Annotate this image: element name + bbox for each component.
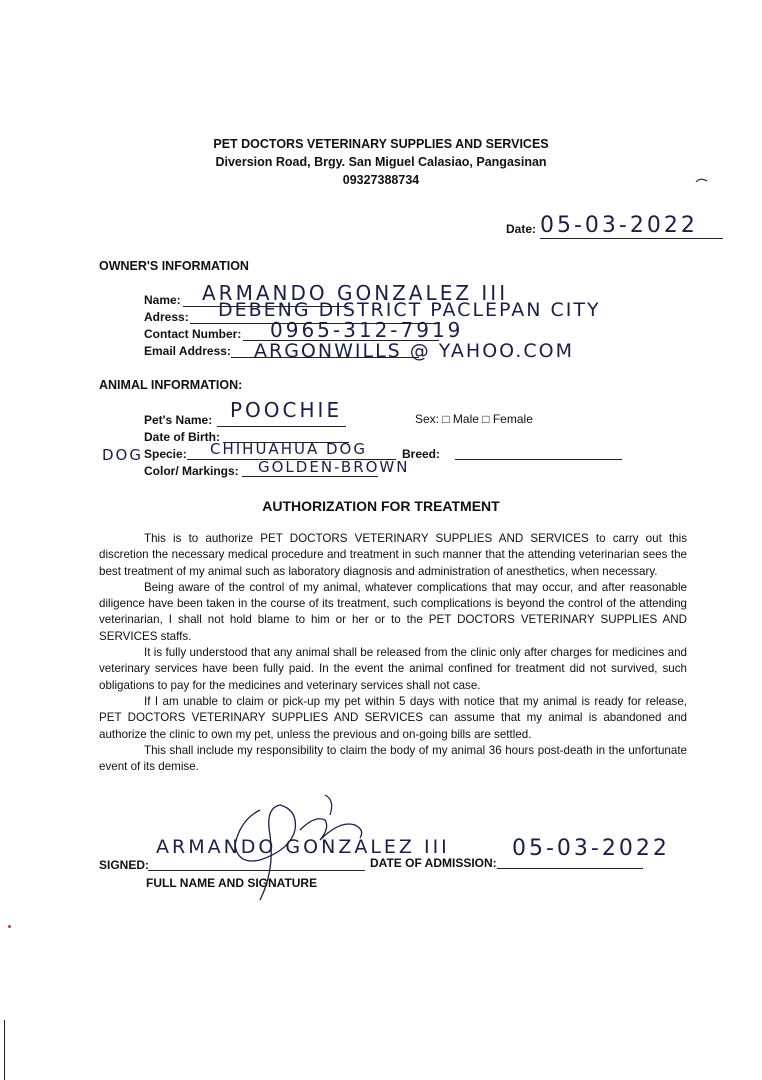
date-label: Date: — [506, 222, 537, 236]
owner-address-value: DEBENG DISTRICT PACLEPAN CITY — [218, 299, 601, 321]
authorization-paragraph: It is fully understood that any animal shall be released from the clinic only after charges for medicines and veterinary services have been fully paid. In the event the animal confined for treatment did not survived, such obligations to pay for the medicines and veterinary services shall not case. — [99, 646, 687, 692]
authorization-paragraph: Being aware of the control of my animal, whatever complications that may occur, and after reasonable diligence have been taken in the course of its treatment, such complications is beyond the control of the attending veterinarian, I shall not hold blame to him or her or to the PET DOCTORS VETERINARY SUPPLIES AND SERVICES staffs. — [99, 580, 687, 643]
animal-section-title: ANIMAL INFORMATION: — [99, 378, 243, 392]
contact-label: Contact Number: — [144, 327, 242, 341]
date-of-admission-line — [497, 868, 643, 869]
clinic-name: PET DOCTORS VETERINARY SUPPLIES AND SERVICES — [213, 137, 549, 151]
pets-name-value: POOCHIE — [230, 398, 343, 422]
email-label: Email Address: — [144, 344, 231, 358]
signed-name-value: ARMANDO GONZALEZ III — [156, 836, 450, 858]
sex-options: Sex: □ Male □ Female — [415, 412, 533, 426]
clinic-phone: 09327388734 — [342, 173, 420, 187]
authorization-paragraph: This shall include my responsibility to claim the body of my animal 36 hours post-death in the unfortunate event of its demise. — [99, 743, 687, 774]
owner-section-title: OWNER'S INFORMATION — [99, 259, 249, 273]
authorization-paragraph: This is to authorize PET DOCTORS VETERINARY SUPPLIES AND SERVICES to carry out this discretion the necessary medical procedure and treatment in such manner that the attending veterinarian sees the best treatment of my animal such as laboratory diagnosis and administration of anesthetics, when necessary. — [99, 532, 687, 578]
date-of-admission-value: 05-03-2022 — [512, 836, 670, 861]
specie-value: CHIHUAHUA DOG — [210, 440, 367, 458]
form-header — [0, 135, 762, 189]
authorization-paragraph: If I am unable to claim or pick-up my pet within 5 days with notice that my animal is ready for release, PET DOCTORS VETERINARY SUPPLIES AND SERVICES can assume that my animal is abandoned and authorize the clinic to own my pet, unless the previous and on-going bills are settled. — [99, 694, 687, 741]
specie-margin-note: DOG — [102, 446, 143, 464]
name-label: Name: — [144, 293, 181, 307]
owner-email-value: ARGONWILLS @ YAHOO.COM — [254, 340, 575, 362]
owner-name-value: ARMANDO GONZALEZ III — [202, 281, 509, 305]
color-line — [242, 476, 378, 477]
date-value: 05-03-2022 — [540, 213, 698, 238]
address-label: Adress: — [144, 310, 189, 324]
full-name-signature-label: FULL NAME AND SIGNATURE — [146, 876, 318, 890]
date-line — [540, 238, 723, 239]
color-value: GOLDEN-BROWN — [258, 458, 410, 476]
color-label: Color/ Markings: — [144, 464, 239, 478]
stray-dot-mark — [8, 925, 11, 928]
scan-edge-line — [4, 1020, 5, 1080]
owner-contact-value: 0965-312-7919 — [270, 318, 464, 342]
signed-line — [148, 870, 365, 871]
specie-label: Specie: — [144, 447, 187, 461]
clinic-address: Diversion Road, Brgy. San Miguel Calasiao, Pangasinan — [215, 155, 547, 169]
authorization-body — [99, 531, 687, 775]
dob-label: Date of Birth: — [144, 430, 220, 444]
authorization-title: AUTHORIZATION FOR TREATMENT — [262, 498, 500, 514]
signed-label: SIGNED: — [99, 858, 150, 872]
pets-name-label: Pet's Name: — [144, 413, 213, 427]
breed-line — [455, 459, 622, 460]
pets-name-line — [217, 426, 346, 427]
date-of-admission-label: DATE OF ADMISSION: — [370, 856, 497, 870]
pen-mark-icon — [695, 176, 709, 186]
breed-label: Breed: — [402, 447, 441, 461]
